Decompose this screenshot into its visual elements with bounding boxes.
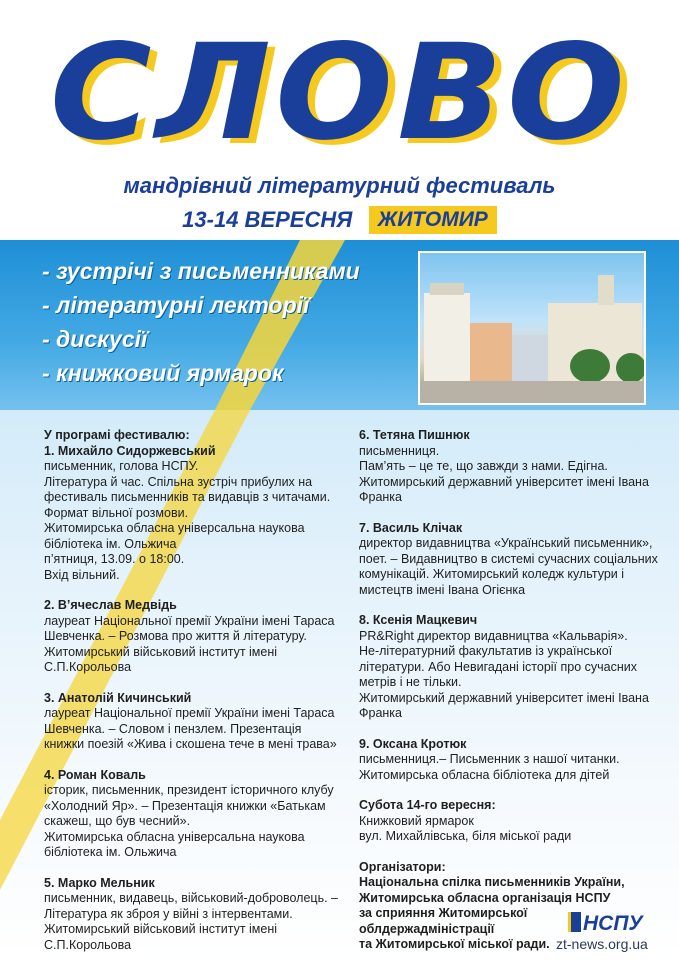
speaker-name: 1. Михайло Сидоржевський [44, 443, 216, 458]
item-line: Житомирський військовий інститут імені С.П.Корольова [44, 644, 278, 674]
city-hall-tower [598, 275, 614, 305]
tree [616, 353, 646, 383]
item-line: лауреат Національної премії України імені Тараса Шевченка. – Розмова про життя й літературу. [44, 613, 335, 643]
item-line: Формат вільної розмови. [44, 505, 189, 520]
topics-band [0, 240, 679, 410]
organizer-line: та Житомирської міської ради. [359, 937, 550, 951]
program-item [44, 876, 344, 954]
item-line: Житомирська обласна універсальна наукова бібліотека ім. Ольжича [44, 829, 305, 859]
speaker-name: 2. В’ячеслав Медвідь [44, 598, 177, 612]
program-item [359, 613, 659, 722]
topics-list [42, 254, 360, 390]
poster-header [0, 0, 679, 240]
item-line: Не-літературний факультатив із української літератури. Або Невигадані історії про сучасних метрів і не тільки. [359, 644, 637, 689]
program-item [44, 598, 344, 676]
organizer-line: за сприяння Житомирської облдержадміністрації [359, 906, 528, 936]
program-right-column [359, 428, 659, 960]
item-line: письменниця.– Письменник з нашої читанки. [359, 752, 620, 766]
topic-item: - книжковий ярмарок [42, 360, 284, 386]
speaker-name: 9. Оксана Кротюк [359, 736, 467, 751]
book-icon [568, 912, 581, 932]
speaker-name: 6. Тетяна Пишнюк [359, 428, 470, 442]
building-far [512, 335, 548, 385]
item-line: письменниця. [359, 443, 440, 458]
item-line: директор видавництва «Український письменник», поет. – Видавництво в системі сучасних соціальних комунікацій. Житомирський коледж культури і мистецтв імені Івана Огієнка [359, 536, 658, 597]
program-item [359, 428, 659, 506]
program-item [359, 737, 659, 784]
item-line: Література й час. Спільна зустріч прибулих на фестиваль письменників та видавців з читачами. [44, 474, 331, 504]
building-roof [430, 283, 464, 295]
item-line: PR&Right директор видавництва «Кальварія». [359, 628, 628, 643]
speaker-name: 3. Анатолій Кичинський [44, 690, 192, 705]
program-item [359, 521, 659, 599]
festival-subtitle: мандрівний літературний фестиваль [123, 173, 556, 198]
item-line: Вхід вільний. [44, 567, 120, 582]
nspu-logo [568, 912, 643, 936]
festival-dates: 13-14 ВЕРЕСНЯ [182, 207, 353, 232]
program-area [0, 410, 679, 960]
item-line: вул. Михайлівська, біля міської ради [359, 829, 572, 843]
item-line: Пам’ять – це те, що завжди з нами. Едігна. [359, 459, 608, 473]
item-line: Житомирський військовий інститут імені С.П.Корольова [44, 922, 278, 952]
organizers-title: Організатори: [359, 859, 446, 874]
nspu-logo-text: НСПУ [583, 912, 643, 935]
street [420, 381, 644, 403]
item-line: історик, письменник, президент історичного клубу «Холодний Яр». – Презентація книжки «Батькам скажеш, що був чесний». [44, 783, 334, 828]
item-line: письменник, видавець, військовий-доброволець. – Література як зброя у війні з інтервентами. [44, 891, 338, 921]
festival-logo: СЛОВО [49, 16, 630, 170]
organizer-line: Житомирська обласна організація НСПУ [359, 890, 611, 905]
tree [570, 349, 610, 383]
saturday-block [359, 798, 659, 845]
speaker-name: 4. Роман Коваль [44, 767, 146, 782]
program-item [44, 691, 344, 753]
item-line: Житомирська обласна бібліотека для дітей [359, 767, 610, 782]
dates-row [0, 206, 679, 234]
building-middle [470, 323, 512, 385]
program-intro: У програмі фестивалю: [44, 428, 190, 442]
watermark-link[interactable]: zt-news.org.ua [556, 936, 648, 952]
item-line: Житомирська обласна універсальна наукова бібліотека ім. Ольжича [44, 521, 305, 551]
program-item [44, 768, 344, 861]
item-line: Книжковий ярмарок [359, 813, 474, 828]
item-line: Житомирський державний університет імені Івана Франка [359, 474, 649, 504]
festival-city-badge: ЖИТОМИР [369, 206, 497, 234]
topic-item: - літературні лекторії [42, 292, 310, 318]
speaker-name: 5. Марко Мельник [44, 875, 155, 890]
city-photo [418, 251, 646, 405]
program-item [44, 444, 344, 584]
speaker-name: 8. Ксенія Мацкевич [359, 613, 478, 627]
item-line: письменник, голова НСПУ. [44, 459, 199, 473]
building-left [424, 293, 470, 385]
saturday-title: Субота 14-го вересня: [359, 798, 496, 812]
item-line: лауреат Національної премії України імені Тараса Шевченка. – Словом і пензлем. Презентація книжки поезій «Жива і скошена тече в мені трава» [44, 706, 337, 751]
item-line: Житомирський державний університет імені Івана Франка [359, 690, 649, 720]
item-line: п’ятниця, 13.09. о 18:00. [44, 552, 185, 566]
organizer-line: Національна спілка письменників України, [359, 875, 625, 889]
topic-item: - дискусії [42, 326, 148, 352]
topic-item: - зустрічі з письменниками [42, 258, 360, 284]
speaker-name: 7. Василь Клічак [359, 520, 463, 535]
program-left-column [44, 428, 344, 960]
